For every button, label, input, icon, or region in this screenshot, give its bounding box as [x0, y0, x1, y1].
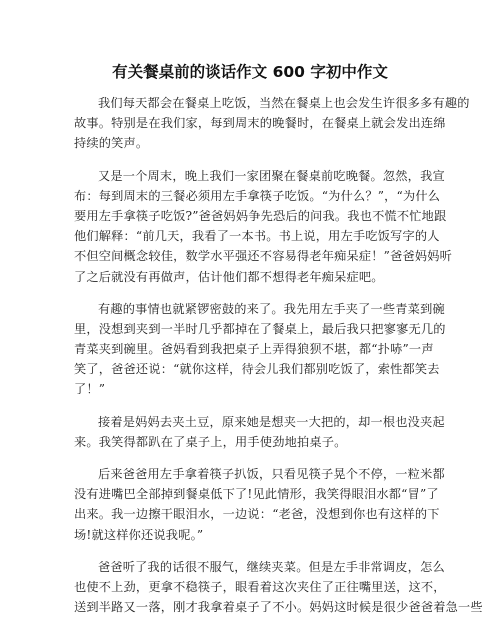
text-line: 没有进嘴巴全部掉到餐桌低下了!见此情形，我笑得眼泪水都“冒”了 — [74, 487, 439, 502]
text-line: 不但空间概念较佳，数学水平强还不容易得老年痴呆症！”爸爸妈妈听 — [74, 249, 453, 264]
text-line: 送到半路又一落，刚才我拿着桌子了不小。妈妈这时候是很少爸爸着急一些 — [74, 600, 483, 615]
paragraph — [74, 166, 453, 287]
text-line: 里，没想到夹到一半时几乎都掉在了餐桌上，最后我只把寥寥无几的 — [74, 321, 446, 336]
text-line: 故事。特别是在我们家，每到周末的晚餐时，在餐桌上就会发出连绵 — [74, 116, 446, 131]
text-line: 他们解释：“前几天，我看了一本书。书上说，用左手吃饭写字的人 — [74, 229, 440, 244]
text-line: 场!就这样你还说我呢。” — [74, 527, 204, 542]
text-line: 又是一个周末，晚上我们一家团聚在餐桌前吃晚餐。忽然，我宣 — [98, 168, 445, 183]
text-line: 接着是妈妈去夹土豆，原来她是想夹一大把的，却一根也没夹起 — [98, 414, 445, 429]
text-line: 持续的笑声。 — [74, 136, 149, 151]
text-line: 布：每到周末的三餐必须用左手拿筷子吃饭。“为什么？”，“为什么 — [74, 188, 441, 203]
text-line: 后来爸爸用左手拿着筷子扒饭，只看见筷子晃个不停，一粒米都 — [98, 467, 445, 481]
paragraph — [74, 464, 445, 545]
text-line: 爸爸听了我的话很不服气，继续夹菜。但是左手非常调皮，怎么 — [98, 559, 445, 574]
text-line: 来。我笑得都趴在了桌子上，用手使劲地拍桌子。 — [74, 434, 347, 449]
document-body — [74, 93, 483, 629]
text-line: 青菜夹到碗里。爸妈看到我把桌子上弄得狼狈不堪，都“扑哧”一声 — [74, 342, 434, 357]
text-line: 笑了，爸爸还说：“就你这样，待会儿我们都别吃饭了，索性都笑去 — [74, 362, 440, 377]
text-line: 出来。我一边擦干眼泪水，一边说：“老爸，没想到你也有这样的下 — [74, 507, 440, 522]
paragraph — [74, 412, 445, 452]
text-line: 我们每天都会在餐桌上吃饭，当然在餐桌上也会发生许很多多有趣的 — [98, 96, 470, 110]
document-title: 有关餐桌前的谈话作文 600 字初中作文 — [112, 63, 388, 81]
paragraph — [74, 93, 470, 154]
text-line: 了之后就没有再做声，估计他们都不想得老年痴呆症吧。 — [74, 269, 384, 284]
paragraph — [74, 557, 483, 618]
text-line: 也使不上劲，更拿不稳筷子，眼看着这次夹住了正往嘴里送，这不， — [74, 579, 446, 594]
text-line: 有趣的事情也就紧锣密鼓的来了。我先用左手夹了一些青菜到碗 — [98, 301, 445, 316]
paragraph — [74, 299, 446, 400]
text-line: 要用左手拿筷子吃饭?”爸爸妈妈争先恐后的问我。我也不慌不忙地跟 — [74, 208, 447, 223]
text-line: 了！” — [74, 382, 106, 397]
